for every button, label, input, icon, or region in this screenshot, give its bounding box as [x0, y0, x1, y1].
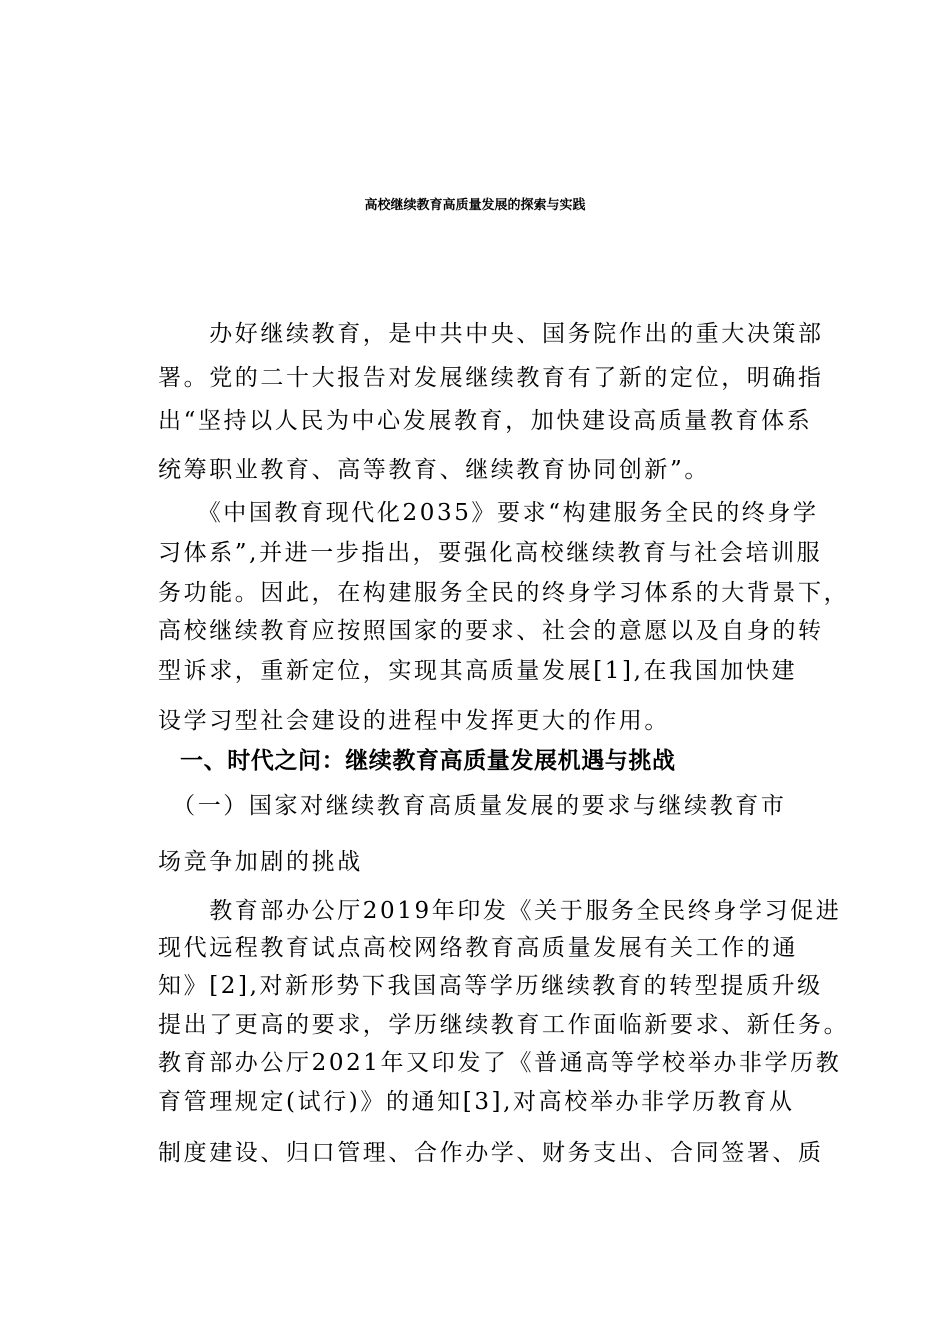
- paragraph-line: 统筹职业教育、高等教育、继续教育协同创新”。: [158, 457, 710, 483]
- paragraph-line: 现代远程教育试点高校网络教育高质量发展有关工作的通: [158, 935, 798, 961]
- paragraph-line: 办好继续教育，是中共中央、国务院作出的重大决策部: [158, 321, 824, 347]
- paragraph-line: 《中国教育现代化2035》要求“构建服务全民的终身学: [158, 500, 819, 526]
- paragraph-line: 知》[2],对新形势下我国高等学历继续教育的转型提质升级: [158, 973, 823, 999]
- section-heading: 一、时代之问：继续教育高质量发展机遇与挑战: [180, 748, 676, 774]
- paragraph-line: 型诉求，重新定位，实现其高质量发展[1],在我国加快建: [158, 658, 798, 684]
- paragraph-line: 教育部办公厅2019年印发《关于服务全民终身学习促进: [158, 898, 842, 924]
- paragraph-line: 制度建设、归口管理、合作办学、财务支出、合同签署、质: [158, 1140, 824, 1166]
- document-title: 高校继续教育高质量发展的探索与实践: [364, 198, 586, 213]
- subsection-heading-line: 场竞争加剧的挑战: [158, 849, 363, 875]
- paragraph-line: 育管理规定(试行)》的通知[3],对高校举办非学历教育从: [158, 1089, 795, 1115]
- subsection-heading-line: （一）国家对继续教育高质量发展的要求与继续教育市: [158, 793, 787, 819]
- paragraph-line: 高校继续教育应按照国家的要求、社会的意愿以及自身的转: [158, 618, 824, 644]
- paragraph-line: 提出了更高的要求，学历继续教育工作面临新要求、新任务。: [158, 1012, 850, 1038]
- paragraph-line: 务功能。因此，在构建服务全民的终身学习体系的大背景下，: [158, 580, 850, 606]
- paragraph-line: 设学习型社会建设的进程中发挥更大的作用。: [158, 708, 670, 734]
- paragraph-line: 教育部办公厅2021年又印发了《普通高等学校举办非学历教: [158, 1050, 842, 1076]
- paragraph-line: 出“坚持以人民为中心发展教育，加快建设高质量教育体系: [158, 408, 813, 434]
- paragraph-line: 署。党的二十大报告对发展继续教育有了新的定位，明确指: [158, 365, 824, 391]
- paragraph-line: 习体系”,并进一步指出，要强化高校继续教育与社会培训服: [158, 540, 823, 566]
